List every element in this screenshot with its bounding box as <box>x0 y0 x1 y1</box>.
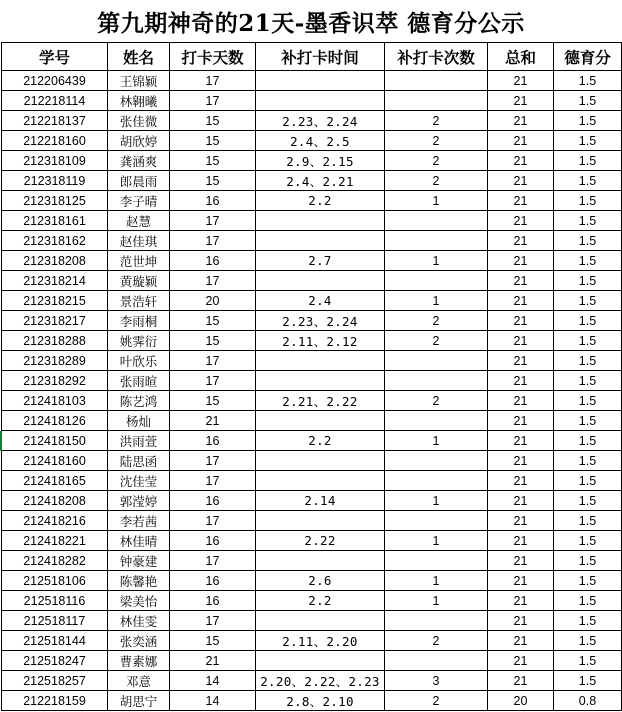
cell-checkin-days[interactable]: 17 <box>170 91 256 111</box>
cell-checkin-days[interactable]: 17 <box>170 511 256 531</box>
cell-makeup-dates[interactable]: 2.2 <box>256 431 385 451</box>
cell-student-id[interactable]: 212518144 <box>2 631 108 651</box>
cell-total[interactable]: 21 <box>488 651 554 671</box>
cell-name[interactable]: 林翱曦 <box>108 91 170 111</box>
cell-moral-score[interactable]: 1.5 <box>554 651 622 671</box>
cell-moral-score[interactable]: 1.5 <box>554 511 622 531</box>
cell-name[interactable]: 张雨暄 <box>108 371 170 391</box>
cell-makeup-count[interactable] <box>385 611 488 631</box>
cell-student-id[interactable]: 212318161 <box>2 211 108 231</box>
table-row <box>2 271 622 291</box>
cell-student-id[interactable]: 212418150 <box>2 431 108 451</box>
cell-name[interactable]: 梁美怡 <box>108 591 170 611</box>
cell-makeup-dates[interactable]: 2.11、2.20 <box>256 631 385 651</box>
cell-total[interactable]: 21 <box>488 211 554 231</box>
cell-total[interactable]: 21 <box>488 511 554 531</box>
table-row <box>2 591 622 611</box>
cell-checkin-days[interactable]: 21 <box>170 411 256 431</box>
table-row <box>2 391 622 411</box>
cell-makeup-dates[interactable]: 2.11、2.12 <box>256 331 385 351</box>
cell-makeup-count[interactable] <box>385 451 488 471</box>
cell-checkin-days[interactable]: 17 <box>170 271 256 291</box>
cell-moral-score[interactable]: 1.5 <box>554 671 622 691</box>
header-makeup-dates[interactable]: 补打卡时间 <box>256 43 385 71</box>
cell-checkin-days[interactable]: 15 <box>170 171 256 191</box>
cell-total[interactable]: 21 <box>488 391 554 411</box>
cell-makeup-dates[interactable]: 2.14 <box>256 491 385 511</box>
cell-student-id[interactable]: 212218137 <box>2 111 108 131</box>
cell-checkin-days[interactable]: 17 <box>170 351 256 371</box>
cell-moral-score[interactable]: 1.5 <box>554 151 622 171</box>
table-row <box>2 71 622 91</box>
cell-name[interactable]: 龚涵爽 <box>108 151 170 171</box>
cell-name[interactable]: 杨灿 <box>108 411 170 431</box>
cell-name[interactable]: 赵慧 <box>108 211 170 231</box>
cell-makeup-count[interactable] <box>385 371 488 391</box>
cell-makeup-dates[interactable]: 2.4、2.5 <box>256 131 385 151</box>
table-row <box>2 651 622 671</box>
cell-student-id[interactable]: 212318125 <box>2 191 108 211</box>
cell-name[interactable]: 张佳微 <box>108 111 170 131</box>
cell-moral-score[interactable]: 1.5 <box>554 631 622 651</box>
cell-moral-score[interactable]: 1.5 <box>554 491 622 511</box>
cell-makeup-dates[interactable]: 2.2 <box>256 591 385 611</box>
cell-checkin-days[interactable]: 17 <box>170 471 256 491</box>
cell-makeup-dates[interactable] <box>256 471 385 491</box>
cell-moral-score[interactable]: 1.5 <box>554 431 622 451</box>
cell-total[interactable]: 21 <box>488 131 554 151</box>
cell-moral-score[interactable]: 1.5 <box>554 251 622 271</box>
cell-student-id[interactable]: 212318292 <box>2 371 108 391</box>
cell-makeup-count[interactable]: 1 <box>385 571 488 591</box>
table-row <box>2 151 622 171</box>
cell-total[interactable]: 21 <box>488 291 554 311</box>
cell-makeup-count[interactable]: 2 <box>385 391 488 411</box>
table-row <box>2 191 622 211</box>
cell-moral-score[interactable]: 1.5 <box>554 391 622 411</box>
cell-checkin-days[interactable]: 16 <box>170 431 256 451</box>
cell-makeup-count[interactable] <box>385 211 488 231</box>
cell-moral-score[interactable]: 1.5 <box>554 331 622 351</box>
cell-moral-score[interactable]: 1.5 <box>554 311 622 331</box>
cell-student-id[interactable]: 212418282 <box>2 551 108 571</box>
cell-moral-score[interactable]: 1.5 <box>554 551 622 571</box>
cell-total[interactable]: 21 <box>488 191 554 211</box>
cell-student-id[interactable]: 212318162 <box>2 231 108 251</box>
cell-total[interactable]: 21 <box>488 151 554 171</box>
cell-student-id[interactable]: 212418126 <box>2 411 108 431</box>
cell-total[interactable]: 21 <box>488 411 554 431</box>
cell-name[interactable]: 林佳晴 <box>108 531 170 551</box>
cell-total[interactable]: 21 <box>488 231 554 251</box>
cell-total[interactable]: 21 <box>488 371 554 391</box>
cell-makeup-dates[interactable] <box>256 271 385 291</box>
cell-makeup-count[interactable]: 1 <box>385 191 488 211</box>
table-row <box>2 611 622 631</box>
cell-makeup-count[interactable]: 2 <box>385 151 488 171</box>
cell-makeup-dates[interactable]: 2.4 <box>256 291 385 311</box>
cell-makeup-count[interactable] <box>385 471 488 491</box>
cell-name[interactable]: 范世坤 <box>108 251 170 271</box>
cell-student-id[interactable]: 212518247 <box>2 651 108 671</box>
cell-student-id[interactable]: 212418216 <box>2 511 108 531</box>
cell-makeup-dates[interactable]: 2.23、2.24 <box>256 311 385 331</box>
cell-total[interactable]: 21 <box>488 171 554 191</box>
cell-checkin-days[interactable]: 14 <box>170 691 256 711</box>
cell-name[interactable]: 胡欣婷 <box>108 131 170 151</box>
cell-total[interactable]: 21 <box>488 331 554 351</box>
cell-student-id[interactable]: 212518106 <box>2 571 108 591</box>
cell-total[interactable]: 21 <box>488 571 554 591</box>
cell-makeup-dates[interactable] <box>256 551 385 571</box>
cell-makeup-dates[interactable]: 2.9、2.15 <box>256 151 385 171</box>
cell-student-id[interactable]: 212318215 <box>2 291 108 311</box>
cell-student-id[interactable]: 212318289 <box>2 351 108 371</box>
cell-checkin-days[interactable]: 16 <box>170 531 256 551</box>
points-table <box>1 42 622 711</box>
cell-moral-score[interactable]: 1.5 <box>554 91 622 111</box>
cell-student-id[interactable]: 212318214 <box>2 271 108 291</box>
table-row <box>2 671 622 691</box>
cell-moral-score[interactable]: 1.5 <box>554 351 622 371</box>
cell-name[interactable]: 邓意 <box>108 671 170 691</box>
header-name[interactable]: 姓名 <box>108 43 170 71</box>
cell-moral-score[interactable]: 1.5 <box>554 371 622 391</box>
table-row <box>2 411 622 431</box>
cell-checkin-days[interactable]: 17 <box>170 611 256 631</box>
header-student-id[interactable]: 学号 <box>2 43 108 71</box>
cell-total[interactable]: 21 <box>488 271 554 291</box>
cell-checkin-days[interactable]: 15 <box>170 131 256 151</box>
cell-makeup-dates[interactable]: 2.20、2.22、2.23 <box>256 671 385 691</box>
cell-checkin-days[interactable]: 16 <box>170 251 256 271</box>
table-row <box>2 371 622 391</box>
table-row <box>2 571 622 591</box>
cell-name[interactable]: 陈艺鸿 <box>108 391 170 411</box>
table-row <box>2 351 622 371</box>
cell-total[interactable]: 21 <box>488 251 554 271</box>
cell-makeup-count[interactable]: 1 <box>385 591 488 611</box>
table-row <box>2 491 622 511</box>
cell-makeup-count[interactable]: 1 <box>385 291 488 311</box>
cell-total[interactable]: 21 <box>488 491 554 511</box>
cell-total[interactable]: 21 <box>488 351 554 371</box>
cell-makeup-count[interactable] <box>385 231 488 251</box>
cell-name[interactable]: 张奕涵 <box>108 631 170 651</box>
cell-moral-score[interactable]: 1.5 <box>554 471 622 491</box>
cell-makeup-dates[interactable] <box>256 451 385 471</box>
cell-makeup-count[interactable]: 2 <box>385 631 488 651</box>
cell-makeup-dates[interactable]: 2.2 <box>256 191 385 211</box>
cell-makeup-dates[interactable]: 2.21、2.22 <box>256 391 385 411</box>
cell-checkin-days[interactable]: 14 <box>170 671 256 691</box>
cell-makeup-count[interactable]: 2 <box>385 171 488 191</box>
cell-checkin-days[interactable]: 20 <box>170 291 256 311</box>
cell-moral-score[interactable]: 0.8 <box>554 691 622 711</box>
row-selection-marker <box>0 431 2 451</box>
cell-checkin-days[interactable]: 15 <box>170 391 256 411</box>
table-row <box>2 691 622 711</box>
cell-name[interactable]: 姚霁衍 <box>108 331 170 351</box>
cell-checkin-days[interactable]: 17 <box>170 71 256 91</box>
cell-makeup-dates[interactable] <box>256 231 385 251</box>
cell-makeup-count[interactable] <box>385 551 488 571</box>
cell-makeup-count[interactable] <box>385 71 488 91</box>
table-row <box>2 231 622 251</box>
cell-moral-score[interactable]: 1.5 <box>554 191 622 211</box>
cell-student-id[interactable]: 212218160 <box>2 131 108 151</box>
cell-student-id[interactable]: 212418165 <box>2 471 108 491</box>
cell-student-id[interactable]: 212218159 <box>2 691 108 711</box>
cell-moral-score[interactable]: 1.5 <box>554 231 622 251</box>
header-makeup-count[interactable]: 补打卡次数 <box>385 43 488 71</box>
cell-makeup-dates[interactable]: 2.22 <box>256 531 385 551</box>
cell-name[interactable]: 景浩轩 <box>108 291 170 311</box>
cell-student-id[interactable]: 212418160 <box>2 451 108 471</box>
cell-name[interactable]: 李雨桐 <box>108 311 170 331</box>
cell-checkin-days[interactable]: 16 <box>170 571 256 591</box>
table-row <box>2 311 622 331</box>
cell-name[interactable]: 叶欣乐 <box>108 351 170 371</box>
cell-makeup-dates[interactable] <box>256 611 385 631</box>
cell-makeup-count[interactable] <box>385 351 488 371</box>
table-row <box>2 431 622 451</box>
cell-total[interactable]: 21 <box>488 451 554 471</box>
table-row <box>2 171 622 191</box>
table-row <box>2 331 622 351</box>
cell-checkin-days[interactable]: 16 <box>170 491 256 511</box>
header-row <box>2 43 622 71</box>
cell-makeup-count[interactable]: 2 <box>385 331 488 351</box>
cell-name[interactable]: 郎晨雨 <box>108 171 170 191</box>
cell-student-id[interactable]: 212518117 <box>2 611 108 631</box>
cell-student-id[interactable]: 212318217 <box>2 311 108 331</box>
cell-student-id[interactable]: 212318109 <box>2 151 108 171</box>
cell-moral-score[interactable]: 1.5 <box>554 531 622 551</box>
cell-makeup-dates[interactable] <box>256 351 385 371</box>
cell-student-id[interactable]: 212206439 <box>2 71 108 91</box>
cell-makeup-dates[interactable] <box>256 91 385 111</box>
cell-makeup-count[interactable] <box>385 91 488 111</box>
cell-student-id[interactable]: 212518116 <box>2 591 108 611</box>
cell-makeup-dates[interactable]: 2.4、2.21 <box>256 171 385 191</box>
cell-checkin-days[interactable]: 15 <box>170 631 256 651</box>
cell-checkin-days[interactable]: 17 <box>170 551 256 571</box>
table-row <box>2 131 622 151</box>
cell-total[interactable]: 20 <box>488 691 554 711</box>
cell-checkin-days[interactable]: 16 <box>170 591 256 611</box>
cell-makeup-dates[interactable]: 2.7 <box>256 251 385 271</box>
cell-checkin-days[interactable]: 16 <box>170 191 256 211</box>
cell-total[interactable]: 21 <box>488 671 554 691</box>
header-total[interactable]: 总和 <box>488 43 554 71</box>
cell-name[interactable]: 李子晴 <box>108 191 170 211</box>
table-row <box>2 111 622 131</box>
cell-name[interactable]: 赵佳琪 <box>108 231 170 251</box>
cell-makeup-dates[interactable] <box>256 211 385 231</box>
cell-name[interactable]: 沈佳莹 <box>108 471 170 491</box>
cell-checkin-days[interactable]: 17 <box>170 211 256 231</box>
cell-moral-score[interactable]: 1.5 <box>554 131 622 151</box>
table-row <box>2 511 622 531</box>
cell-total[interactable]: 21 <box>488 431 554 451</box>
cell-name[interactable]: 曹素娜 <box>108 651 170 671</box>
cell-makeup-count[interactable]: 1 <box>385 491 488 511</box>
cell-total[interactable]: 21 <box>488 611 554 631</box>
cell-total[interactable]: 21 <box>488 111 554 131</box>
cell-checkin-days[interactable]: 17 <box>170 231 256 251</box>
page-title: 第九期神奇的21天-墨香识萃 德育分公示 <box>97 9 525 37</box>
cell-checkin-days[interactable]: 15 <box>170 331 256 351</box>
cell-makeup-count[interactable]: 1 <box>385 251 488 271</box>
cell-total[interactable]: 21 <box>488 471 554 491</box>
table-row <box>2 211 622 231</box>
cell-total[interactable]: 21 <box>488 551 554 571</box>
cell-student-id[interactable]: 212418208 <box>2 491 108 511</box>
cell-makeup-count[interactable]: 2 <box>385 691 488 711</box>
cell-name[interactable]: 陆思函 <box>108 451 170 471</box>
cell-student-id[interactable]: 212318119 <box>2 171 108 191</box>
cell-checkin-days[interactable]: 15 <box>170 111 256 131</box>
cell-moral-score[interactable]: 1.5 <box>554 451 622 471</box>
cell-moral-score[interactable]: 1.5 <box>554 571 622 591</box>
table-row <box>2 451 622 471</box>
cell-total[interactable]: 21 <box>488 91 554 111</box>
cell-makeup-count[interactable] <box>385 271 488 291</box>
cell-makeup-dates[interactable]: 2.23、2.24 <box>256 111 385 131</box>
cell-makeup-count[interactable] <box>385 511 488 531</box>
cell-makeup-dates[interactable] <box>256 651 385 671</box>
cell-checkin-days[interactable]: 17 <box>170 371 256 391</box>
table-row <box>2 251 622 271</box>
cell-makeup-count[interactable]: 1 <box>385 431 488 451</box>
header-moral-score[interactable]: 德育分 <box>554 43 622 71</box>
table-row <box>2 91 622 111</box>
table-row <box>2 551 622 571</box>
cell-name[interactable]: 郭滢婷 <box>108 491 170 511</box>
cell-makeup-dates[interactable] <box>256 71 385 91</box>
cell-student-id[interactable]: 212318208 <box>2 251 108 271</box>
cell-makeup-count[interactable]: 1 <box>385 531 488 551</box>
cell-student-id[interactable]: 212418103 <box>2 391 108 411</box>
cell-student-id[interactable]: 212318288 <box>2 331 108 351</box>
table-row <box>2 531 622 551</box>
cell-name[interactable]: 洪雨萱 <box>108 431 170 451</box>
cell-name[interactable]: 王锦颖 <box>108 71 170 91</box>
cell-makeup-count[interactable]: 3 <box>385 671 488 691</box>
cell-student-id[interactable]: 212418221 <box>2 531 108 551</box>
cell-name[interactable]: 黄璇颖 <box>108 271 170 291</box>
cell-checkin-days[interactable]: 15 <box>170 151 256 171</box>
cell-moral-score[interactable]: 1.5 <box>554 71 622 91</box>
cell-moral-score[interactable]: 1.5 <box>554 271 622 291</box>
cell-name[interactable]: 李若茜 <box>108 511 170 531</box>
cell-makeup-count[interactable] <box>385 411 488 431</box>
cell-total[interactable]: 21 <box>488 591 554 611</box>
cell-checkin-days[interactable]: 17 <box>170 451 256 471</box>
table-row <box>2 471 622 491</box>
cell-moral-score[interactable]: 1.5 <box>554 211 622 231</box>
cell-name[interactable]: 陈馨艳 <box>108 571 170 591</box>
cell-makeup-count[interactable] <box>385 651 488 671</box>
header-checkin-days[interactable]: 打卡天数 <box>170 43 256 71</box>
cell-name[interactable]: 林佳雯 <box>108 611 170 631</box>
cell-moral-score[interactable]: 1.5 <box>554 591 622 611</box>
cell-moral-score[interactable]: 1.5 <box>554 171 622 191</box>
cell-makeup-count[interactable]: 2 <box>385 111 488 131</box>
cell-moral-score[interactable]: 1.5 <box>554 291 622 311</box>
cell-total[interactable]: 21 <box>488 631 554 651</box>
table-row <box>2 631 622 651</box>
cell-makeup-count[interactable]: 2 <box>385 131 488 151</box>
cell-makeup-dates[interactable] <box>256 411 385 431</box>
cell-makeup-count[interactable]: 2 <box>385 311 488 331</box>
cell-student-id[interactable]: 212518257 <box>2 671 108 691</box>
table-row <box>2 291 622 311</box>
cell-total[interactable]: 21 <box>488 71 554 91</box>
cell-makeup-dates[interactable] <box>256 511 385 531</box>
cell-name[interactable]: 胡思宁 <box>108 691 170 711</box>
cell-checkin-days[interactable]: 15 <box>170 311 256 331</box>
cell-moral-score[interactable]: 1.5 <box>554 411 622 431</box>
cell-total[interactable]: 21 <box>488 311 554 331</box>
cell-makeup-dates[interactable]: 2.8、2.10 <box>256 691 385 711</box>
cell-makeup-dates[interactable] <box>256 371 385 391</box>
cell-name[interactable]: 钟豪建 <box>108 551 170 571</box>
cell-moral-score[interactable]: 1.5 <box>554 611 622 631</box>
cell-moral-score[interactable]: 1.5 <box>554 111 622 131</box>
cell-checkin-days[interactable]: 21 <box>170 651 256 671</box>
cell-makeup-dates[interactable]: 2.6 <box>256 571 385 591</box>
cell-student-id[interactable]: 212218114 <box>2 91 108 111</box>
cell-total[interactable]: 21 <box>488 531 554 551</box>
